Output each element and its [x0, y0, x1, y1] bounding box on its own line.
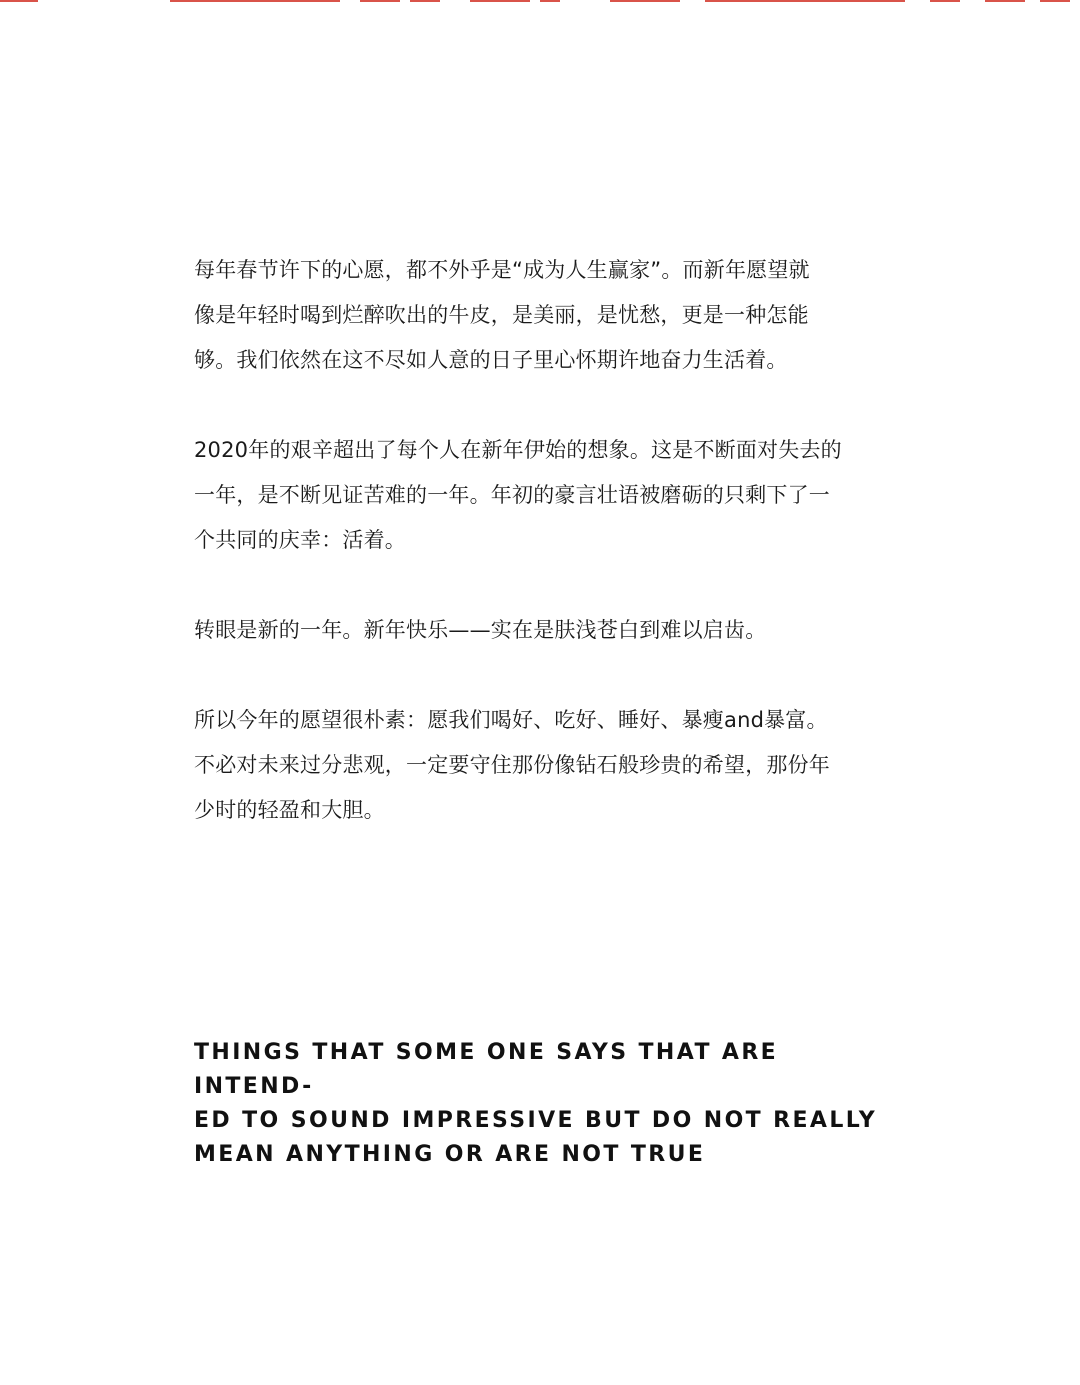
paragraph-simple-wishes: 所以今年的愿望很朴素：愿我们喝好、吃好、睡好、暴瘦and暴富。 不必对未来过分悲观，一定要守住那份像钻石般珍贵的希望，那份年 少时的轻盈和大胆。 [194, 708, 830, 822]
paragraph-2020-hardship: 2020年的艰辛超出了每个人在新年伊始的想象。这是不断面对失去的 一年，是不断见证苦难的一年。年初的豪言壮语被磨砺的只剩下了一 个共同的庆幸：活着。 [194, 438, 842, 552]
paragraph-new-year-wishes: 每年春节许下的心愿，都不外乎是“成为人生赢家”。而新年愿望就 像是年轻时喝到烂醉吹出的牛皮，是美丽，是忧愁，更是一种怎能 够。我们依然在这不尽如人意的日子里心怀期许地奋力生活着。 [194, 258, 810, 372]
paragraph-happy-new-year: 转眼是新的一年。新年快乐——实在是肤浅苍白到难以启齿。 [194, 618, 767, 642]
article-body [194, 248, 894, 878]
english-headline: THINGS THAT SOME ONE SAYS THAT ARE INTEND- ED TO SOUND IMPRESSIVE BUT DO NOT REALLY MEAN ANYTHING OR ARE NOT TRUE [194, 1040, 878, 1167]
top-decorative-bar [0, 0, 1080, 3]
